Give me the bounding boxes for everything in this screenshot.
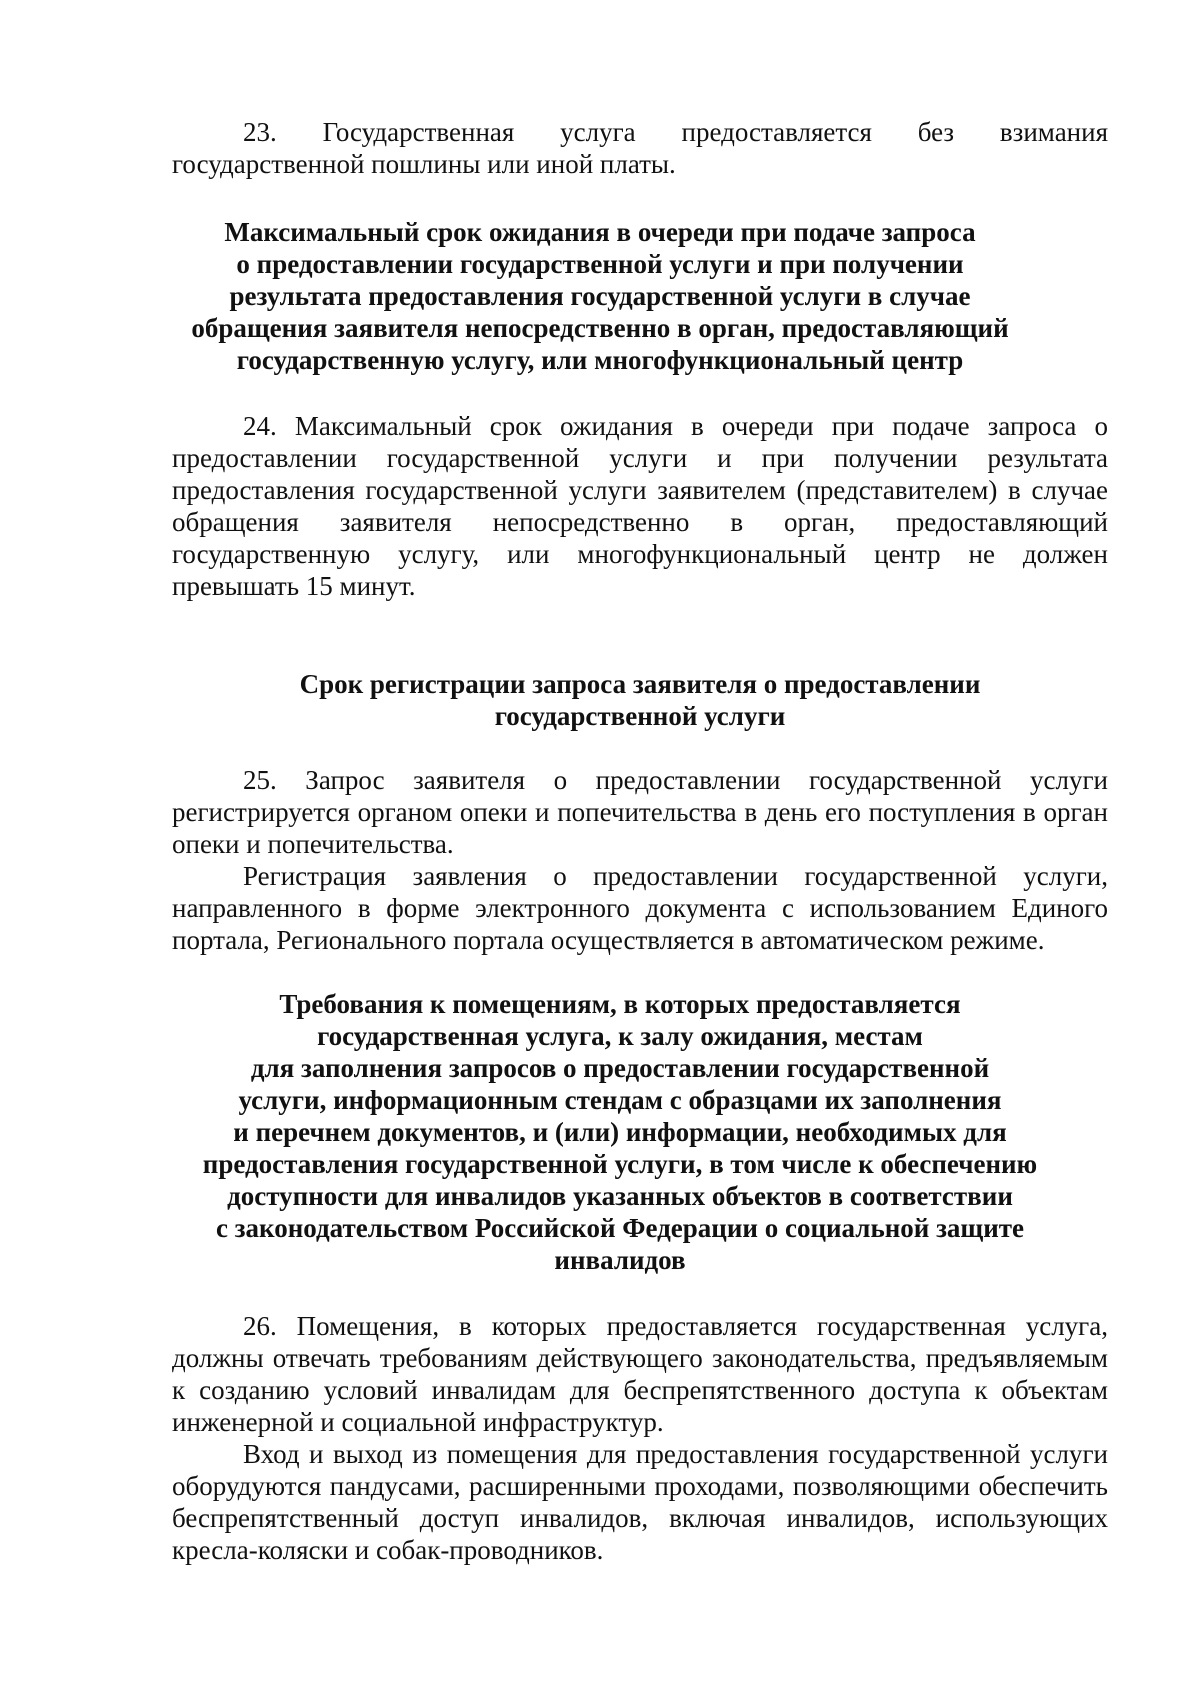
heading-max-wait-time — [132, 216, 1068, 376]
heading-line: государственную услугу, или многофункциональный центр — [236, 345, 964, 375]
heading-line: доступности для инвалидов указанных объектов в соответствии — [227, 1181, 1013, 1211]
heading-line: предоставления государственной услуги, в том числе к обеспечению — [202, 1149, 1038, 1179]
heading-line: услуги, информационным стендам с образцами их заполнения — [238, 1085, 1002, 1115]
paragraph-23: 23. Государственная услуга предоставляется без взимания государственной пошлины или иной платы. — [172, 117, 1108, 179]
heading-line: государственная услуга, к залу ожидания, местам — [317, 1021, 923, 1051]
heading-line: с законодательством Российской Федерации о социальной защите — [215, 1213, 1025, 1243]
heading-line: для заполнения запросов о предоставлении государственной — [250, 1053, 990, 1083]
paragraph-25-registration: Регистрация заявления о предоставлении государственной услуги, направленного в форме электронного документа с использованием Единого портала, Регионального портала осуществляется в автоматическом режиме. — [172, 861, 1108, 955]
paragraph-25: 25. Запрос заявителя о предоставлении государственной услуги регистрируется органом опеки и попечительства в день его поступления в орган опеки и попечительства. — [172, 765, 1108, 859]
heading-line: о предоставлении государственной услуги и при получении — [236, 249, 964, 279]
heading-line: и перечнем документов, и (или) информации, необходимых для — [233, 1117, 1007, 1147]
heading-premises-requirements — [152, 988, 1088, 1276]
heading-line: Максимальный срок ожидания в очереди при подаче запроса — [224, 217, 976, 247]
heading-line: результата предоставления государственной услуги в случае — [229, 281, 971, 311]
heading-line: инвалидов — [554, 1245, 686, 1275]
heading-line: Срок регистрации запроса заявителя о предоставлении — [299, 669, 981, 699]
heading-line: Требования к помещениям, в которых предоставляется — [279, 989, 961, 1019]
heading-line: государственной услуги — [494, 701, 786, 731]
heading-line: обращения заявителя непосредственно в орган, предоставляющий — [191, 313, 1009, 343]
heading-registration-term — [172, 668, 1108, 732]
paragraph-26: 26. Помещения, в которых предоставляется государственная услуга, должны отвечать требованиям действующего законодательства, предъявляемым к созданию условий инвалидам для беспрепятственного доступа к объектам инженерной и социальной инфраструктур. — [172, 1311, 1108, 1437]
paragraph-26-entrance: Вход и выход из помещения для предоставления государственной услуги оборудуются пандусами, расширенными проходами, позволяющими обеспечить беспрепятственный доступ инвалидов, включая инвалидов, использующих кресла-коляски и собак-проводников. — [172, 1439, 1108, 1565]
paragraph-24: 24. Максимальный срок ожидания в очереди при подаче запроса о предоставлении государственной услуги и при получении результата предоставления государственной услуги заявителем (представителем) в случае обращения заявителя непосредственно в орган, предоставляющий государственную услугу, или многофункциональный центр не должен превышать 15 минут. — [172, 411, 1108, 601]
